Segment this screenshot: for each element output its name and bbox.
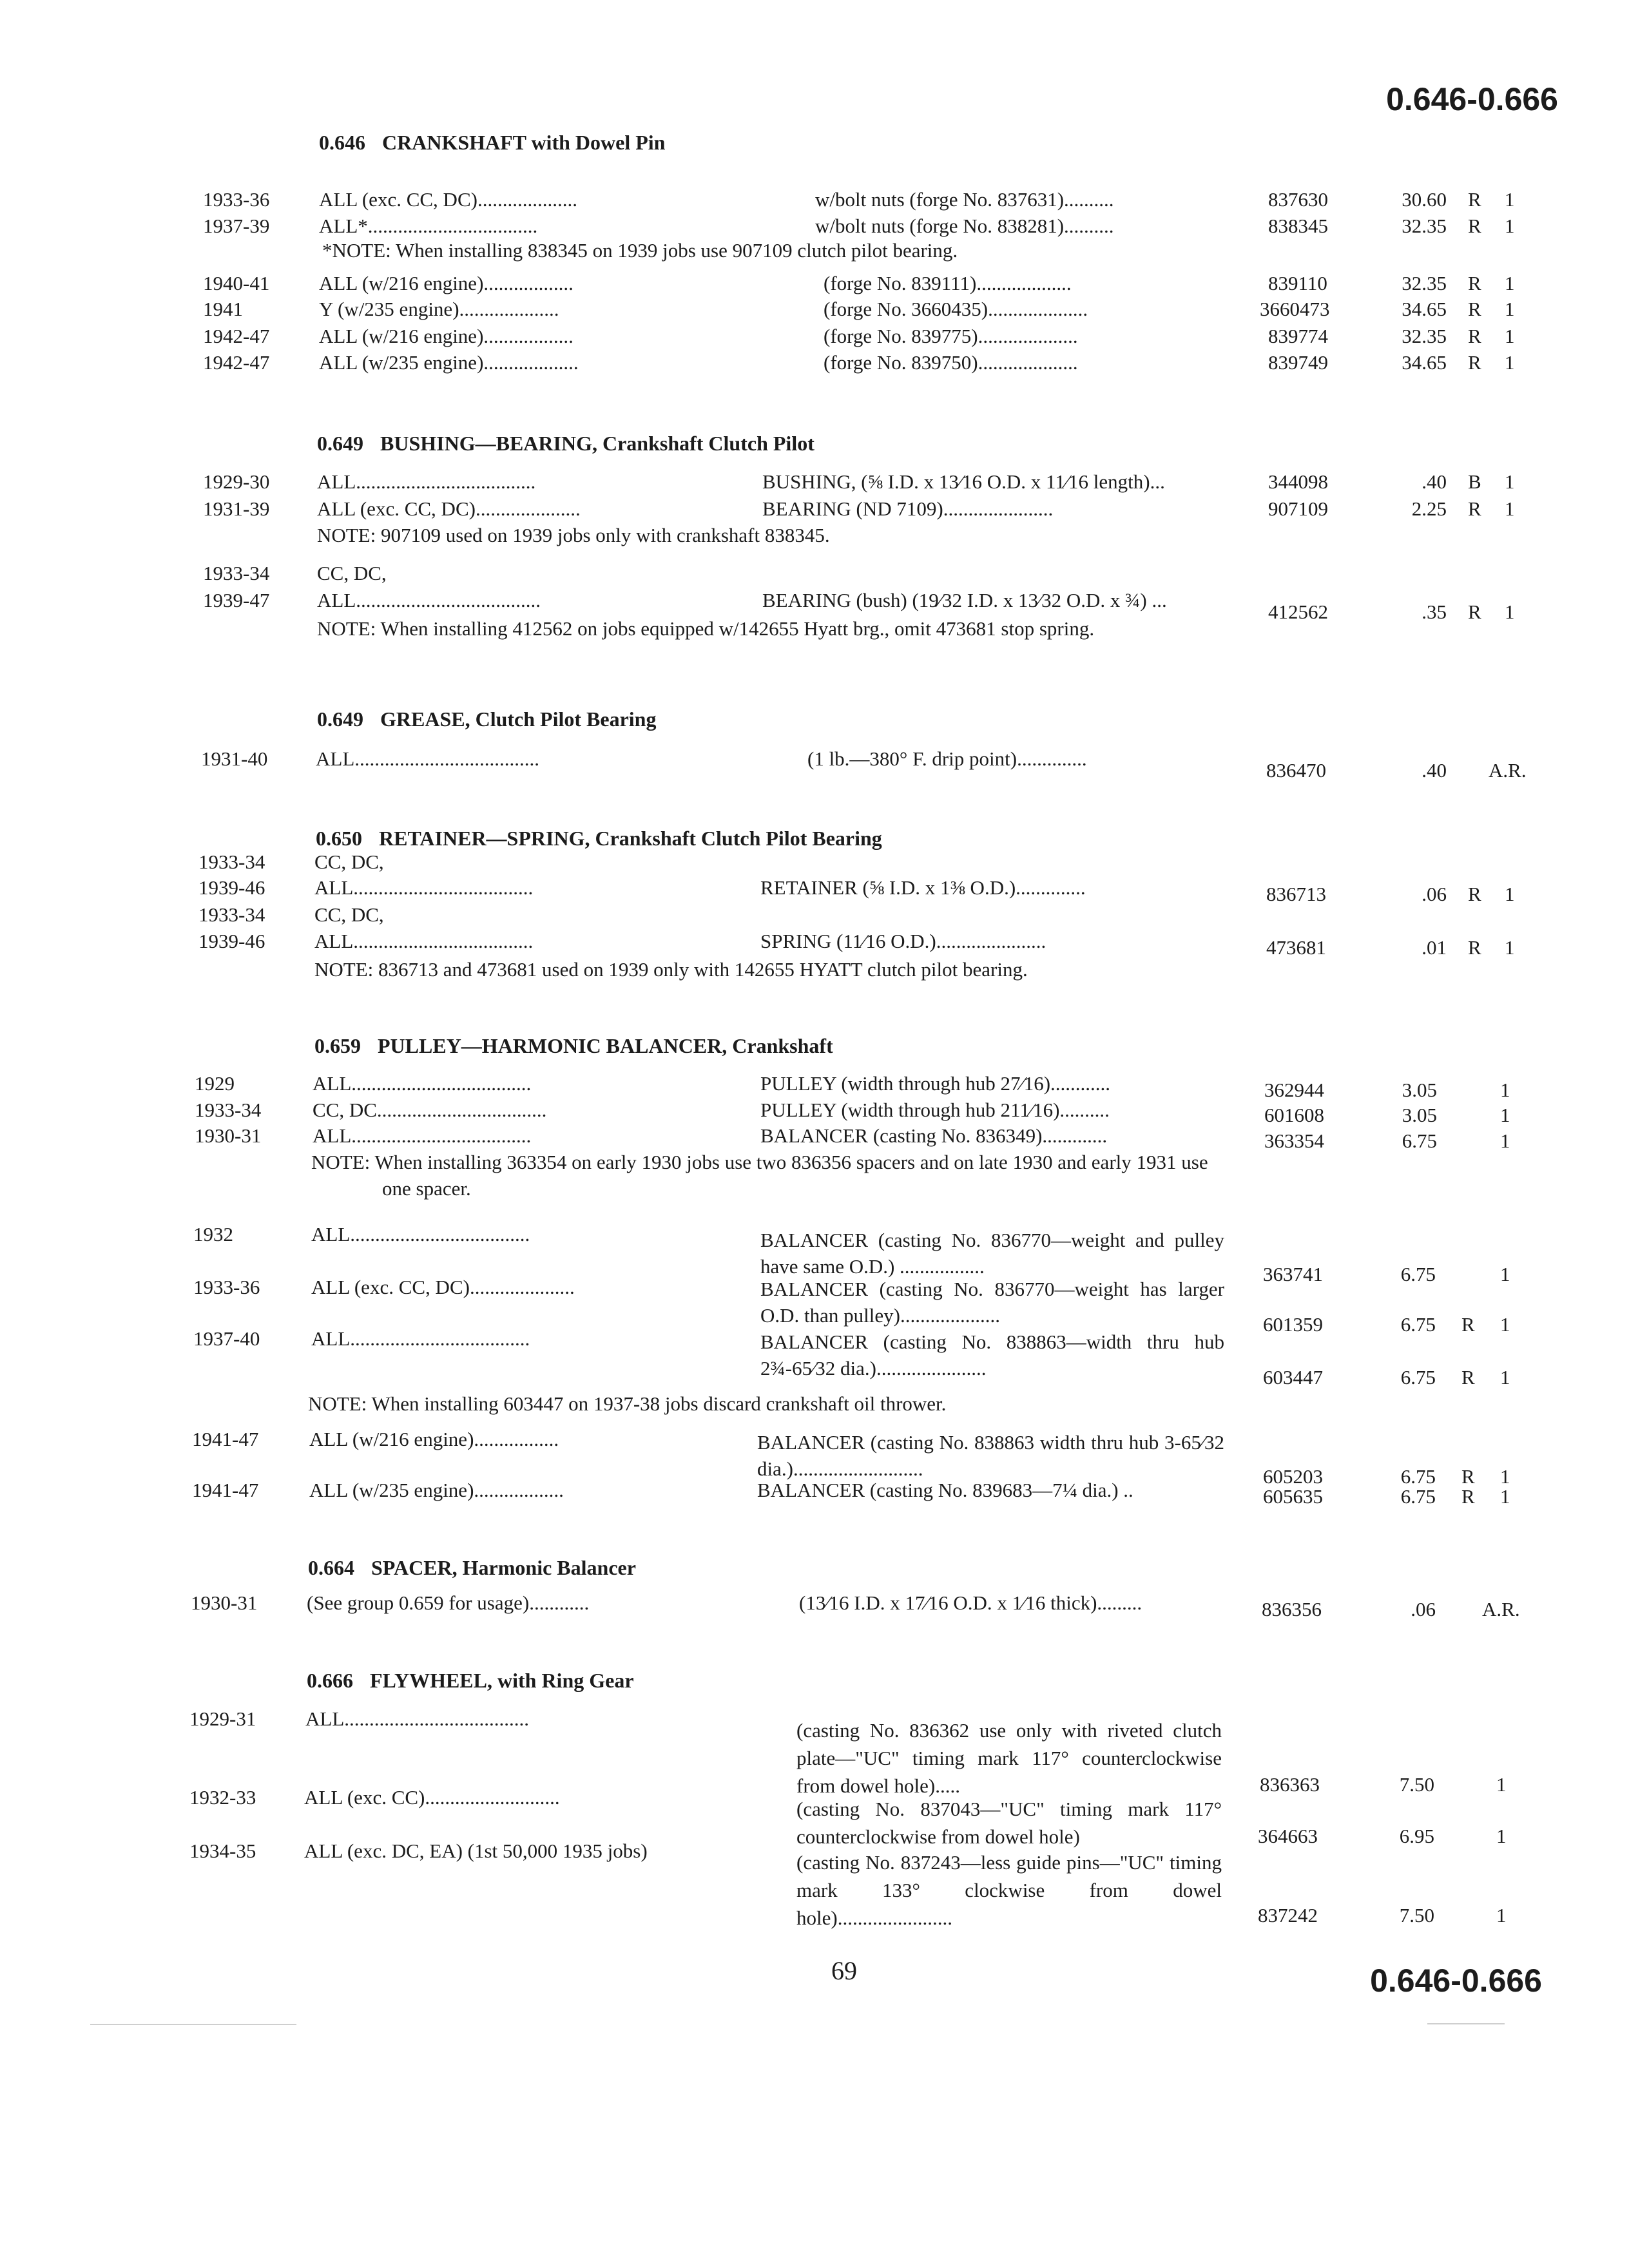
price-code: A.R.	[1489, 759, 1527, 782]
table-row	[0, 1099, 1629, 1124]
quantity: 1	[1505, 883, 1515, 905]
year-range: 1929-30	[203, 470, 270, 493]
part-number: 363741	[1263, 1263, 1323, 1285]
section-name: PULLEY—HARMONIC BALANCER, Crankshaft	[378, 1034, 833, 1057]
list-price: 6.75	[1400, 1366, 1436, 1389]
list-price: 6.75	[1400, 1485, 1436, 1508]
model-application: ALL (w/216 engine)..................	[319, 272, 574, 294]
year-range: 1930-31	[191, 1591, 258, 1614]
part-description: (13⁄16 I.D. x 17⁄16 O.D. x 1⁄16 thick).........	[799, 1591, 1142, 1614]
price-code: R	[1468, 272, 1481, 294]
section-title-0664	[308, 1556, 636, 1580]
year-range: 1933-34	[203, 562, 270, 584]
part-number: 836356	[1262, 1598, 1322, 1620]
part-description: (casting No. 836362 use only with riveted clutch plate—"UC" timing mark 117° counterclockwise from dowel hole).....	[796, 1719, 1222, 1797]
part-number: 838345	[1268, 215, 1328, 237]
section-code: 0.649	[317, 432, 363, 455]
model-application: ALL (w/235 engine)...................	[319, 351, 579, 374]
part-description: BALANCER (casting No. 838863—width thru hub 2¾-65⁄32 dia.)......................	[760, 1331, 1224, 1379]
table-row	[0, 930, 1629, 959]
price-code: R	[1461, 1465, 1475, 1488]
model-application: ALL....................................	[314, 930, 534, 952]
part-number: 603447	[1263, 1366, 1323, 1389]
part-description: PULLEY (width through hub 27⁄16)............	[760, 1072, 1111, 1095]
section-code: 0.649	[317, 707, 363, 731]
table-row	[0, 351, 1629, 377]
year-range: 1937-40	[193, 1327, 260, 1350]
section-title-0649-grease	[317, 707, 656, 731]
list-price: 34.65	[1402, 351, 1447, 374]
year-range: 1941-47	[192, 1479, 259, 1501]
list-price: .06	[1411, 1598, 1436, 1620]
scan-artifact	[1427, 2023, 1505, 2024]
model-application: CC, DC,	[314, 850, 384, 873]
list-price: .40	[1422, 759, 1447, 782]
quantity: 1	[1505, 325, 1515, 347]
list-price: 6.75	[1400, 1313, 1436, 1336]
part-description: BALANCER (casting No. 838863 width thru hub 3-65⁄32 dia.)..........................	[757, 1431, 1224, 1480]
price-code: R	[1468, 298, 1481, 320]
part-number: 837242	[1258, 1904, 1318, 1927]
part-description: (casting No. 837243—less guide pins—"UC" timing mark 133° clockwise from dowel hole).......................	[796, 1851, 1222, 1929]
list-price: 7.50	[1399, 1773, 1434, 1796]
header-range: 0.646-0.666	[1386, 81, 1558, 117]
quantity: 1	[1505, 936, 1515, 959]
part-description: BALANCER (casting No. 836770—weight and pulley have same O.D.) .................	[760, 1229, 1224, 1278]
list-price: 32.35	[1402, 272, 1447, 294]
year-range: 1933-34	[198, 850, 265, 873]
table-row	[0, 903, 1629, 929]
part-description: RETAINER (⅝ I.D. x 1⅜ O.D.)..............	[760, 876, 1086, 899]
part-description: w/bolt nuts (forge No. 838281)..........	[815, 215, 1114, 237]
list-price: 6.95	[1399, 1825, 1434, 1847]
section-name: RETAINER—SPRING, Crankshaft Clutch Pilot Bearing	[379, 827, 882, 850]
year-range: 1939-47	[203, 589, 270, 611]
part-number: 836470	[1266, 759, 1326, 782]
price-code: R	[1461, 1366, 1475, 1389]
model-application: ALL (w/216 engine).................	[309, 1428, 559, 1450]
note	[317, 615, 1232, 642]
quantity: 1	[1500, 1465, 1510, 1488]
table-row	[0, 1428, 1629, 1488]
table-row	[0, 589, 1629, 623]
part-number: 836363	[1260, 1773, 1320, 1796]
part-description: BEARING (ND 7109)......................	[762, 497, 1054, 520]
model-application: ALL*..................................	[319, 215, 538, 237]
quantity: 1	[1500, 1104, 1510, 1126]
part-description: BALANCER (casting No. 839683—7¼ dia.) ..	[757, 1479, 1133, 1501]
price-code: R	[1468, 601, 1481, 623]
part-description: (forge No. 839775)....................	[824, 325, 1078, 347]
part-description: BALANCER (casting No. 836349).............	[760, 1124, 1108, 1147]
note-text: NOTE: When installing 412562 on jobs equipped w/142655 Hyatt brg., omit 473681 stop spring.	[317, 617, 1095, 640]
year-range: 1942-47	[203, 351, 270, 374]
part-number: 605203	[1263, 1465, 1323, 1488]
quantity: 1	[1505, 497, 1515, 520]
price-code: R	[1468, 936, 1481, 959]
quantity: 1	[1496, 1773, 1507, 1796]
quantity: 1	[1496, 1904, 1507, 1927]
part-number: 839749	[1268, 351, 1328, 374]
year-range: 1931-39	[203, 497, 270, 520]
section-code: 0.650	[316, 827, 362, 850]
model-application: ALL....................................	[314, 876, 534, 899]
price-code: R	[1468, 497, 1481, 520]
part-number: 836713	[1266, 883, 1326, 905]
section-title-0659	[314, 1034, 833, 1058]
part-description: (forge No. 3660435)....................	[824, 298, 1088, 320]
part-description: (casting No. 837043—"UC" timing mark 117° counterclockwise from dowel hole)	[796, 1798, 1222, 1848]
table-row	[0, 1223, 1629, 1285]
list-price: 32.35	[1402, 325, 1447, 347]
year-range: 1940-41	[203, 272, 270, 294]
table-row	[0, 497, 1629, 523]
part-description: BALANCER (casting No. 836770—weight has larger O.D. than pulley)....................	[760, 1278, 1224, 1327]
section-name: SPACER, Harmonic Balancer	[371, 1556, 636, 1579]
section-name: GREASE, Clutch Pilot Bearing	[380, 707, 657, 731]
quantity: 1	[1505, 470, 1515, 493]
part-number: 364663	[1258, 1825, 1318, 1847]
table-row	[0, 1707, 1629, 1797]
table-row	[0, 850, 1629, 876]
part-number: 363354	[1264, 1129, 1324, 1152]
quantity: 1	[1500, 1313, 1510, 1336]
part-description: (1 lb.—380° F. drip point)..............	[807, 747, 1087, 770]
note: *NOTE: When installing 838345 on 1939 jobs use 907109 clutch pilot bearing.	[322, 239, 958, 262]
table-row	[0, 747, 1629, 782]
quantity: 1	[1505, 215, 1515, 237]
model-application: (See group 0.659 for usage)............	[307, 1591, 590, 1614]
price-code: R	[1468, 883, 1481, 905]
model-application: ALL (exc. CC, DC).....................	[317, 497, 581, 520]
model-application: ALL.....................................	[317, 589, 541, 611]
table-row	[0, 470, 1629, 496]
price-code: R	[1461, 1313, 1475, 1336]
year-range: 1933-36	[193, 1276, 260, 1298]
part-description: PULLEY (width through hub 211⁄16)..........	[760, 1099, 1110, 1121]
footer-range: 0.646-0.666	[1370, 1963, 1542, 1999]
part-description: (forge No. 839111)...................	[824, 272, 1072, 294]
note	[311, 1149, 1239, 1202]
list-price: .40	[1422, 470, 1447, 493]
part-description: BUSHING, (⅝ I.D. x 13⁄16 O.D. x 11⁄16 length)...	[762, 470, 1165, 493]
price-code: R	[1468, 215, 1481, 237]
quantity: 1	[1496, 1825, 1507, 1847]
model-application: ALL (w/235 engine)..................	[309, 1479, 564, 1501]
year-range: 1933-34	[198, 903, 265, 926]
year-range: 1929	[195, 1072, 235, 1095]
price-code: R	[1468, 188, 1481, 211]
note-text: NOTE: When installing 363354 on early 1930 jobs use two 836356 spacers and on late 1930 and early 1931 use one spacer.	[311, 1151, 1208, 1200]
model-application: ALL....................................	[313, 1072, 532, 1095]
table-row	[0, 188, 1629, 214]
table-row	[0, 272, 1629, 298]
part-description: SPRING (11⁄16 O.D.)......................	[760, 930, 1046, 952]
part-number: 473681	[1266, 936, 1326, 959]
list-price: .01	[1422, 936, 1447, 959]
part-number: 344098	[1268, 470, 1328, 493]
list-price: .35	[1422, 601, 1447, 623]
list-price: 2.25	[1411, 497, 1447, 520]
quantity: 1	[1505, 601, 1515, 623]
table-row	[0, 562, 1629, 588]
list-price: .06	[1422, 883, 1447, 905]
model-application: ALL (w/216 engine)..................	[319, 325, 574, 347]
table-row	[0, 1840, 1629, 1929]
list-price: 3.05	[1402, 1079, 1437, 1101]
year-range: 1931-40	[201, 747, 268, 770]
table-row	[0, 1786, 1629, 1848]
quantity: 1	[1505, 298, 1515, 320]
table-row	[0, 1124, 1629, 1150]
quantity: 1	[1505, 188, 1515, 211]
list-price: 32.35	[1402, 215, 1447, 237]
note: NOTE: 907109 used on 1939 jobs only with crankshaft 838345.	[317, 524, 830, 546]
table-row	[0, 325, 1629, 351]
section-code: 0.659	[314, 1034, 361, 1057]
section-code: 0.646	[319, 131, 365, 154]
model-application: ALL....................................	[317, 470, 536, 493]
section-name: BUSHING—BEARING, Crankshaft Clutch Pilot	[380, 432, 815, 455]
model-application: ALL....................................	[311, 1223, 530, 1245]
part-description: (forge No. 839750)....................	[824, 351, 1078, 374]
year-range: 1932	[193, 1223, 233, 1245]
part-number: 362944	[1264, 1079, 1324, 1101]
model-application: ALL.....................................	[305, 1707, 530, 1730]
section-title-0646	[319, 131, 665, 155]
quantity: 1	[1500, 1079, 1510, 1101]
table-row	[0, 1327, 1629, 1389]
year-range: 1933-36	[203, 188, 270, 211]
year-range: 1941	[203, 298, 243, 320]
table-row	[0, 1072, 1629, 1101]
year-range: 1939-46	[198, 876, 265, 899]
price-code: R	[1461, 1485, 1475, 1508]
list-price: 6.75	[1402, 1129, 1437, 1152]
part-number: 837630	[1268, 188, 1328, 211]
table-row	[0, 1479, 1629, 1508]
section-title-0649-bushing	[317, 432, 815, 456]
quantity: 1	[1505, 351, 1515, 374]
model-application: CC, DC,	[314, 903, 384, 926]
table-row	[0, 298, 1629, 323]
part-number: 907109	[1268, 497, 1328, 520]
list-price: 30.60	[1402, 188, 1447, 211]
year-range: 1932-33	[189, 1786, 256, 1809]
quantity: 1	[1500, 1129, 1510, 1152]
part-number: 839110	[1268, 272, 1327, 294]
model-application: Y (w/235 engine)....................	[319, 298, 559, 320]
year-range: 1930-31	[195, 1124, 262, 1147]
part-number: 605635	[1263, 1485, 1323, 1508]
note: NOTE: When installing 603447 on 1937-38 jobs discard crankshaft oil thrower.	[308, 1392, 947, 1415]
quantity: 1	[1500, 1263, 1510, 1285]
quantity: 1	[1500, 1485, 1510, 1508]
year-range: 1942-47	[203, 325, 270, 347]
model-application: ALL (exc. DC, EA) (1st 50,000 1935 jobs)	[304, 1840, 648, 1862]
year-range: 1933-34	[195, 1099, 262, 1121]
page-number: 69	[831, 1956, 857, 1985]
part-number: 601359	[1263, 1313, 1323, 1336]
scan-artifact	[90, 2024, 296, 2025]
part-number: 3660473	[1260, 298, 1330, 320]
model-application: ALL.....................................	[316, 747, 540, 770]
table-row	[0, 1591, 1629, 1620]
price-code: R	[1468, 325, 1481, 347]
section-name: FLYWHEEL, with Ring Gear	[370, 1669, 634, 1692]
section-title-0666	[307, 1669, 634, 1693]
year-range: 1934-35	[189, 1840, 256, 1862]
part-number: 839774	[1268, 325, 1328, 347]
price-code: A.R.	[1482, 1598, 1520, 1620]
model-application: ALL....................................	[311, 1327, 530, 1350]
list-price: 7.50	[1399, 1904, 1434, 1927]
model-application: ALL....................................	[313, 1124, 532, 1147]
part-description: BEARING (bush) (19⁄32 I.D. x 13⁄32 O.D. x ¾) ...	[762, 589, 1167, 611]
section-title-0650	[316, 827, 882, 850]
section-code: 0.664	[308, 1556, 354, 1579]
price-code: B	[1468, 470, 1481, 493]
part-description: w/bolt nuts (forge No. 837631)..........	[815, 188, 1114, 211]
quantity: 1	[1505, 272, 1515, 294]
part-number: 601608	[1264, 1104, 1324, 1126]
table-row	[0, 876, 1629, 905]
section-code: 0.666	[307, 1669, 353, 1692]
list-price: 34.65	[1402, 298, 1447, 320]
price-code: R	[1468, 351, 1481, 374]
part-number: 412562	[1268, 601, 1328, 623]
year-range: 1939-46	[198, 930, 265, 952]
year-range: 1937-39	[203, 215, 270, 237]
model-application: CC, DC,	[317, 562, 387, 584]
list-price: 6.75	[1400, 1465, 1436, 1488]
section-name: CRANKSHAFT with Dowel Pin	[382, 131, 666, 154]
table-row	[0, 1276, 1629, 1336]
model-application: CC, DC..................................	[313, 1099, 547, 1121]
quantity: 1	[1500, 1366, 1510, 1389]
table-row	[0, 215, 1629, 240]
note: NOTE: 836713 and 473681 used on 1939 only with 142655 HYATT clutch pilot bearing.	[314, 958, 1028, 981]
year-range: 1929-31	[189, 1707, 256, 1730]
year-range: 1941-47	[192, 1428, 259, 1450]
model-application: ALL (exc. CC, DC).....................	[311, 1276, 575, 1298]
list-price: 3.05	[1402, 1104, 1437, 1126]
model-application: ALL (exc. CC)...........................	[304, 1786, 560, 1809]
list-price: 6.75	[1400, 1263, 1436, 1285]
model-application: ALL (exc. CC, DC)....................	[319, 188, 577, 211]
